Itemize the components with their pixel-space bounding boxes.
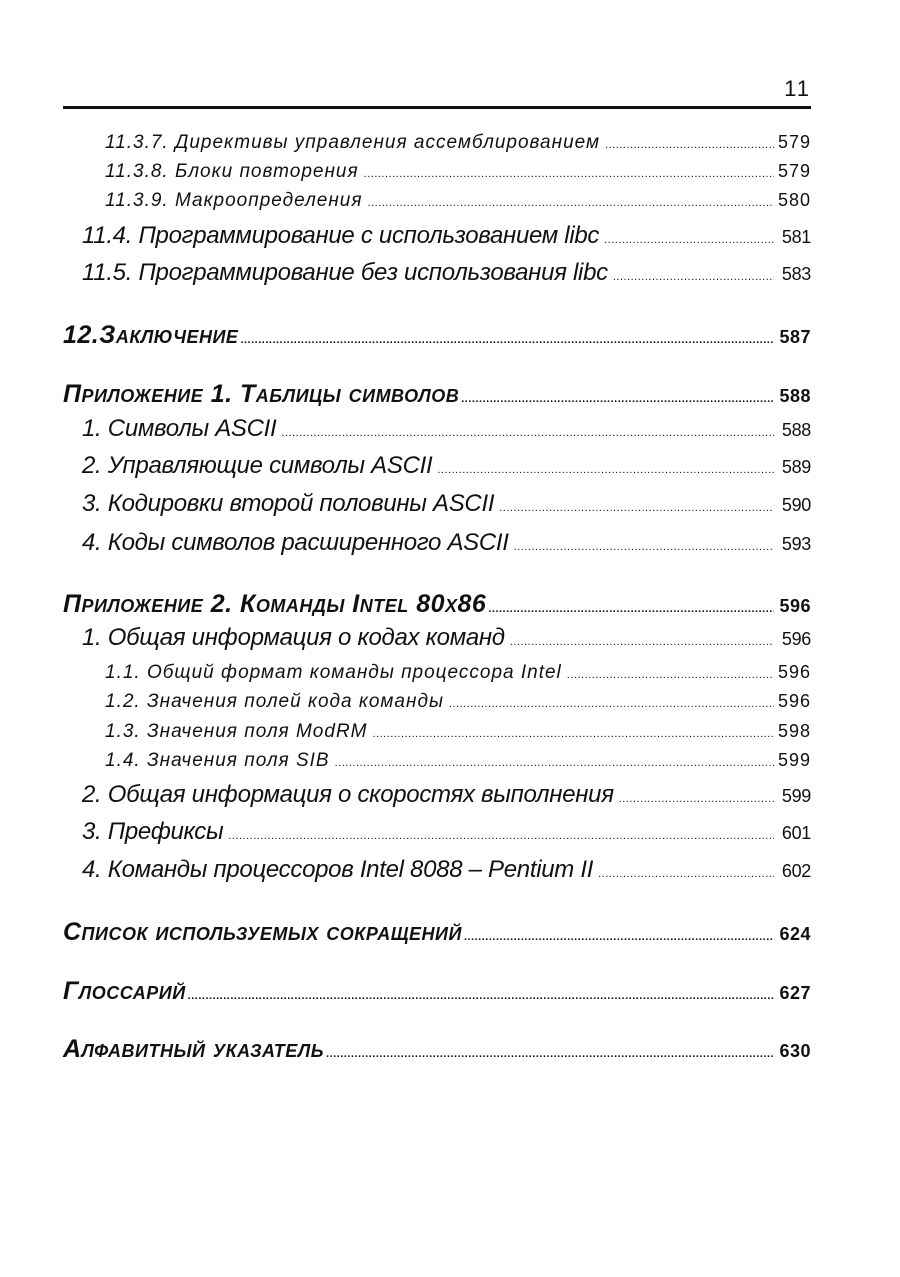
toc-entry[interactable]: [105, 662, 811, 684]
toc-entry-title: 1. Общая информация о кодах команд: [82, 624, 505, 651]
toc-entry-page: 598: [777, 721, 811, 741]
toc-entry[interactable]: [82, 781, 811, 809]
toc-entry-page: 596: [781, 629, 811, 649]
toc-entry-title: 1.4. Значения поля SIB: [105, 750, 330, 771]
toc-entry[interactable]: [82, 529, 811, 557]
toc-leader-dots: [605, 132, 774, 154]
toc-chapter-title: Алфавитный указатель: [63, 1035, 325, 1063]
toc-entry-title: 1.2. Значения полей кода команды: [105, 691, 444, 712]
toc-leader-dots: [510, 624, 774, 652]
toc-leader-dots: [567, 662, 774, 684]
toc-leader-dots: [240, 321, 774, 350]
toc-entry-title: 4. Команды процессоров Intel 8088 – Pentium II: [82, 856, 594, 883]
toc-entry-page: 599: [777, 750, 811, 770]
toc-entry-page: 624: [779, 924, 811, 944]
toc-chapter-entry[interactable]: [63, 590, 811, 619]
toc-entry-page: 589: [781, 457, 811, 477]
toc-entry-page: 596: [777, 691, 811, 711]
toc-leader-dots: [228, 818, 774, 846]
toc-entry-page: 596: [777, 662, 811, 682]
toc-entry-title: 11.4. Программирование с использованием libc: [82, 222, 600, 249]
toc-entry[interactable]: [105, 190, 811, 212]
toc-leader-dots: [449, 691, 774, 713]
toc-entry[interactable]: [82, 490, 811, 518]
toc-entry-title: 2. Управляющие символы ASCII: [82, 452, 433, 479]
toc-chapter-title: Приложение 1. Таблицы символов: [63, 380, 460, 408]
toc-entry[interactable]: [82, 259, 811, 287]
toc-chapter-entry[interactable]: [63, 380, 811, 409]
toc-leader-dots: [335, 750, 774, 772]
toc-entry-page: 583: [781, 264, 811, 284]
header-rule: [63, 106, 811, 109]
toc-entry[interactable]: [82, 222, 811, 250]
toc-leader-dots: [188, 977, 774, 1006]
toc-entry-page: 579: [777, 132, 811, 152]
toc-entry-title: 11.3.9. Макроопределения: [105, 190, 363, 211]
toc-entry-page: 587: [779, 327, 811, 347]
toc-entry[interactable]: [105, 132, 811, 154]
toc-entry-title: 1.3. Значения поля ModRM: [105, 721, 368, 742]
toc-entry[interactable]: [82, 415, 811, 443]
toc-leader-dots: [368, 190, 774, 212]
toc-entry-title: 11.3.8. Блоки повторения: [105, 161, 359, 182]
toc-entry-page: 630: [779, 1041, 811, 1061]
toc-entry-title: 11.3.7. Директивы управления ассемблированием: [105, 132, 601, 153]
toc-entry-title: 1. Символы ASCII: [82, 415, 277, 442]
toc-entry[interactable]: [82, 856, 811, 884]
toc-entry-title: 3. Кодировки второй половины ASCII: [82, 490, 495, 517]
toc-entry[interactable]: [82, 452, 811, 480]
toc-entry[interactable]: [105, 161, 811, 183]
toc-entry-page: 602: [781, 861, 811, 881]
toc-chapter-title: Глоссарий: [63, 977, 186, 1005]
toc-leader-dots: [514, 529, 774, 557]
toc-entry-title: 3. Префиксы: [82, 818, 224, 845]
toc-entry-page: 579: [777, 161, 811, 181]
toc-entry-title: 11.5. Программирование без использования libc: [82, 259, 608, 286]
page-number: 11: [784, 76, 811, 101]
toc-entry[interactable]: [105, 750, 811, 772]
toc-entry-page: 599: [781, 786, 811, 806]
toc-leader-dots: [598, 856, 774, 884]
toc-chapter-title: 12.Заключение: [63, 321, 239, 349]
toc-entry[interactable]: [105, 691, 811, 713]
toc-chapter-entry[interactable]: [63, 321, 811, 350]
toc-leader-dots: [461, 380, 774, 409]
toc-entry-title: 4. Коды символов расширенного ASCII: [82, 529, 509, 556]
toc-leader-dots: [437, 452, 774, 480]
toc-entry[interactable]: [82, 624, 811, 652]
toc-leader-dots: [326, 1035, 774, 1064]
toc-entry-title: 2. Общая информация о скоростях выполнения: [82, 781, 614, 808]
toc-chapter-entry[interactable]: [63, 918, 811, 947]
toc-entry-page: 627: [779, 983, 811, 1003]
toc-leader-dots: [364, 161, 774, 183]
toc-leader-dots: [488, 590, 774, 619]
toc-chapter-entry[interactable]: [63, 977, 811, 1006]
toc-entry[interactable]: [105, 721, 811, 743]
toc-entry-page: 588: [781, 420, 811, 440]
toc-entry-page: 601: [781, 823, 811, 843]
toc-chapter-title: Список используемых сокращений: [63, 918, 462, 946]
toc-chapter-entry[interactable]: [63, 1035, 811, 1064]
toc-entry-page: 580: [777, 190, 811, 210]
toc-entry-page: 590: [781, 495, 811, 515]
toc-entry[interactable]: [82, 818, 811, 846]
toc-leader-dots: [613, 259, 774, 287]
toc-leader-dots: [281, 415, 774, 443]
toc-leader-dots: [604, 222, 774, 250]
toc-leader-dots: [373, 721, 775, 743]
toc-leader-dots: [499, 490, 774, 518]
toc-entry-title: 1.1. Общий формат команды процессора Intel: [105, 662, 562, 683]
toc-entry-page: 581: [781, 227, 811, 247]
toc-leader-dots: [619, 781, 774, 809]
toc-chapter-title: Приложение 2. Команды Intel 80x86: [63, 590, 487, 618]
toc-entry-page: 588: [779, 386, 811, 406]
toc-leader-dots: [464, 918, 774, 947]
toc-entry-page: 593: [781, 534, 811, 554]
toc-entry-page: 596: [779, 596, 811, 616]
